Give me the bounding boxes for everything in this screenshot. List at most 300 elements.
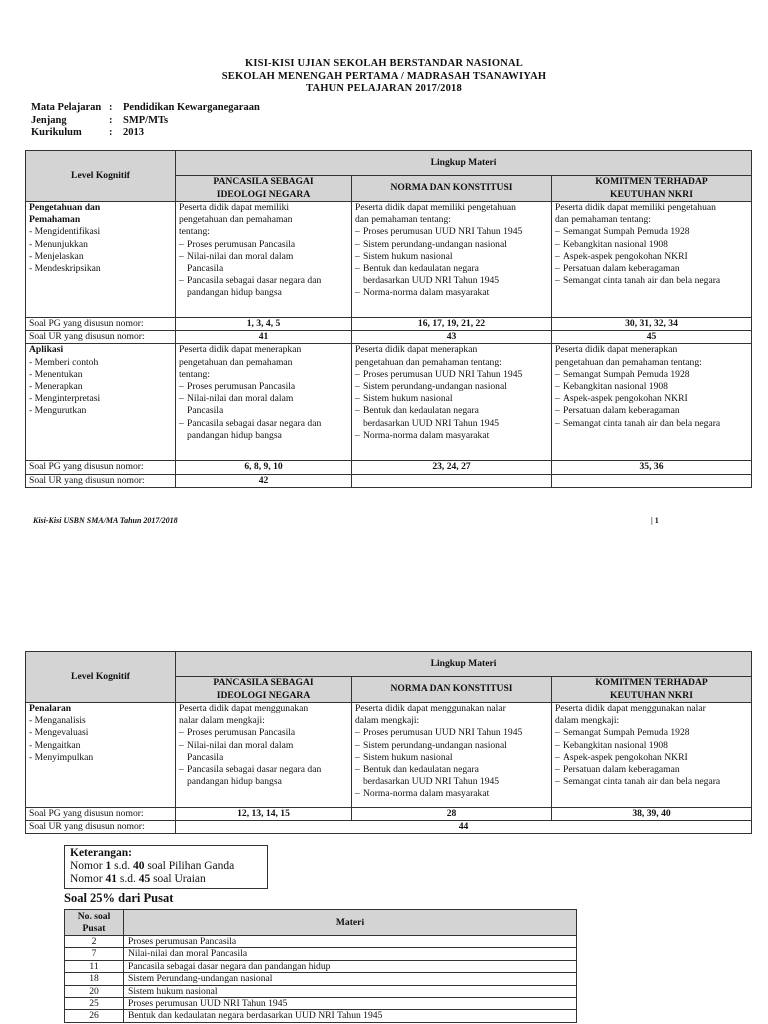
table-row [65, 1010, 577, 1022]
materi-intro: Peserta didik dapat menggunakan [179, 703, 309, 714]
level-title: Pengetahuan dan [29, 202, 101, 213]
materi-bullet-item [355, 405, 548, 429]
materi-line: Persatuan dalam keberagaman [563, 405, 680, 417]
materi-line: Nilai-nilai dan moral dalam [187, 250, 294, 262]
soal-materi: Sistem Perundang-undangan nasional [124, 973, 577, 985]
header-text: KEUTUHAN NKRI [610, 689, 693, 701]
materi-bullet-item [355, 239, 548, 251]
soal-no: 26 [65, 1010, 124, 1022]
ket-text: soal Uraian [150, 873, 206, 885]
soal-ur-number: 42 [176, 474, 352, 487]
header-col-norma: NORMA DAN KONSTITUSI [352, 677, 552, 703]
soal-no: 11 [65, 960, 124, 972]
kisi-table-page-1 [25, 150, 752, 488]
meta-sep: : [109, 102, 113, 113]
materi-bullet-text [363, 727, 522, 739]
materi-line: Proses perumusan UUD NRI Tahun 1945 [363, 368, 523, 380]
materi-bullet-text [187, 381, 295, 393]
header-text: KOMITMEN TERHADAP [595, 677, 708, 689]
materi-bullet-item [179, 381, 348, 393]
materi-cell-norma [352, 202, 552, 318]
footer-page-number: | 1 [651, 516, 659, 525]
materi-line: Semangat Sumpah Pemuda 1928 [563, 226, 690, 238]
materi-bullet-text [187, 418, 321, 442]
bullet-dash: – [355, 263, 360, 275]
materi-line: Bentuk dan kedaulatan negara [363, 263, 479, 275]
soal-pg-number: 12, 13, 14, 15 [176, 808, 352, 821]
level-title: Penalaran [29, 703, 72, 714]
materi-bullet-item [355, 788, 548, 800]
soal-materi: Sistem hukum nasional [124, 985, 577, 997]
materi-bullet-text [363, 393, 453, 405]
header-col-komitmen [552, 176, 752, 202]
materi-bullet-text [563, 764, 680, 776]
materi-line: Norma-norma dalam masyarakat [363, 429, 490, 441]
materi-intro: pengetahuan dan pemahaman tentang: [555, 356, 702, 368]
soal-pusat-table [64, 909, 577, 1023]
meta-row-kurikulum [31, 127, 260, 140]
header-lingkup-materi: Lingkup Materi [176, 151, 752, 176]
materi-intro: Peserta didik dapat menerapkan [355, 344, 478, 356]
materi-bullet-item [555, 752, 748, 764]
level-item: - Menjelaskan [29, 250, 84, 262]
level-item: - Menginterpretasi [29, 393, 101, 405]
header-text: KOMITMEN TERHADAP [595, 176, 708, 188]
ket-number: 1 [105, 860, 112, 872]
table-row [65, 985, 577, 997]
header-text: Pusat [82, 922, 106, 934]
materi-intro: dan pemahaman tentang: [555, 214, 651, 226]
bullet-dash: – [555, 381, 560, 393]
soal-pusat-title: Soal 25% dari Pusat [64, 891, 174, 905]
header-text: No. soal [77, 911, 111, 923]
materi-line: Pancasila [187, 751, 224, 763]
bullet-dash: – [555, 727, 560, 739]
level-title: Aplikasi [29, 344, 64, 356]
soal-ur-label: Soal UR yang disusun nomor: [26, 821, 176, 834]
bullet-dash: – [355, 238, 360, 250]
materi-intro: Peserta didik dapat menerapkan [179, 344, 302, 356]
materi-line: Sistem perundang-undangan nasional [363, 238, 507, 250]
level-item: - Mengaitkan [29, 739, 81, 751]
soal-materi: Proses perumusan Pancasila [124, 936, 577, 948]
bullet-dash: – [179, 381, 184, 393]
materi-line: Kebangkitan nasional 1908 [563, 739, 668, 751]
materi-bullet-text [363, 405, 499, 429]
materi-bullet-text [363, 430, 489, 442]
materi-cell-komitmen [552, 344, 752, 461]
materi-intro: pengetahuan dan pemahaman [179, 214, 293, 226]
table-row [65, 973, 577, 985]
bullet-dash: – [355, 764, 360, 776]
materi-bullet-text [363, 764, 499, 788]
materi-line: Proses perumusan UUD NRI Tahun 1945 [363, 226, 523, 238]
soal-pg-number: 16, 17, 19, 21, 22 [352, 318, 552, 331]
soal-ur-label: Soal UR yang disusun nomor: [26, 474, 176, 487]
level-cell-penalaran [26, 703, 176, 808]
materi-bullet-text [363, 381, 507, 393]
ket-number: 40 [132, 860, 145, 872]
bullet-dash: – [179, 417, 184, 429]
soal-pg-number: 38, 39, 40 [552, 808, 752, 821]
header-line-2: SEKOLAH MENENGAH PERTAMA / MADRASAH TSANAWIYAH [221, 70, 547, 82]
materi-bullet-text [363, 263, 499, 287]
soal-ur-number [352, 474, 552, 487]
level-cell-pengetahuan [26, 202, 176, 318]
materi-bullet-item [355, 226, 548, 238]
materi-line: Pancasila [187, 405, 224, 417]
bullet-dash: – [355, 751, 360, 763]
materi-line: Kebangkitan nasional 1908 [563, 238, 668, 250]
materi-bullet-item [179, 740, 348, 764]
materi-line: Sistem hukum nasional [363, 393, 453, 405]
header-col-norma: NORMA DAN KONSTITUSI [352, 176, 552, 202]
bullet-dash: – [355, 393, 360, 405]
meta-key: Kurikulum [31, 127, 82, 138]
bullet-dash: – [355, 405, 360, 417]
level-item: - Mendeskripsikan [29, 263, 101, 275]
materi-bullet-text [563, 239, 668, 251]
materi-bullet-item [555, 405, 748, 417]
soal-ur-number: 41 [176, 331, 352, 344]
keterangan-line-pg [70, 860, 262, 873]
bullet-dash: – [355, 381, 360, 393]
soal-materi: Nilai-nilai dan moral Pancasila [124, 948, 577, 960]
materi-bullet-item [355, 251, 548, 263]
soal-no: 25 [65, 998, 124, 1010]
bullet-dash: – [355, 287, 360, 299]
meta-key: Jenjang [31, 114, 67, 126]
bullet-dash: – [179, 739, 184, 751]
bullet-dash: – [179, 393, 184, 405]
materi-bullet-text [363, 251, 453, 263]
materi-bullet-item [355, 369, 548, 381]
materi-bullet-item [555, 239, 748, 251]
materi-line: Nilai-nilai dan moral dalam [187, 393, 294, 405]
keterangan-title: Keterangan: [70, 847, 132, 859]
bullet-dash: – [355, 739, 360, 751]
soal-materi: Pancasila sebagai dasar negara dan pandangan hidup [124, 960, 577, 972]
soal-ur-label: Soal UR yang disusun nomor: [26, 331, 176, 344]
materi-line: berdasarkan UUD NRI Tahun 1945 [363, 776, 500, 788]
materi-bullet-text [187, 239, 295, 251]
materi-bullet-text [563, 263, 680, 275]
materi-bullet-item [179, 239, 348, 251]
bullet-dash: – [555, 405, 560, 417]
soal-pg-label: Soal PG yang disusun nomor: [26, 318, 176, 331]
materi-bullet-text [363, 287, 489, 299]
soal-materi: Proses perumusan UUD NRI Tahun 1945 [124, 998, 577, 1010]
materi-bullet-item [555, 263, 748, 275]
materi-line: Aspek-aspek pengokohan NKRI [563, 393, 688, 405]
ket-text: Nomor [70, 860, 106, 872]
bullet-dash: – [555, 739, 560, 751]
bullet-dash: – [355, 368, 360, 380]
materi-intro: Peserta didik dapat menggunakan nalar [555, 703, 706, 714]
level-item: - Menerapkan [29, 381, 83, 393]
materi-cell-pancasila [176, 202, 352, 318]
materi-bullet-item [179, 275, 348, 299]
materi-bullet-item [355, 381, 548, 393]
materi-bullet-item [179, 393, 348, 417]
materi-bullet-text [187, 727, 295, 739]
bullet-dash: – [555, 275, 560, 287]
soal-ur-number: 44 [176, 821, 752, 834]
bullet-dash: – [555, 238, 560, 250]
bullet-dash: – [179, 727, 184, 739]
header-level-kognitif: Level Kognitif [26, 652, 176, 703]
level-item: - Menunjukkan [29, 238, 88, 250]
materi-line: Proses perumusan Pancasila [187, 238, 296, 250]
meta-sep: : [109, 114, 113, 126]
keterangan-box [64, 845, 268, 889]
materi-bullet-item [355, 764, 548, 788]
level-item: - Mengevaluasi [29, 727, 89, 739]
materi-bullet-text [563, 369, 690, 381]
materi-line: Sistem perundang-undangan nasional [363, 739, 507, 751]
soal-pg-number: 23, 24, 27 [352, 461, 552, 474]
materi-bullet-item [555, 251, 748, 263]
materi-bullet-text [563, 405, 680, 417]
materi-cell-komitmen [552, 202, 752, 318]
meta-row-jenjang [31, 115, 260, 128]
bullet-dash: – [355, 429, 360, 441]
materi-line: Semangat Sumpah Pemuda 1928 [563, 368, 690, 380]
materi-bullet-text [563, 752, 688, 764]
materi-bullet-item [355, 263, 548, 287]
materi-line: berdasarkan UUD NRI Tahun 1945 [363, 417, 500, 429]
materi-intro: pengetahuan dan pemahaman [179, 356, 293, 368]
page-footer [33, 516, 733, 525]
materi-line: berdasarkan UUD NRI Tahun 1945 [363, 275, 500, 287]
bullet-dash: – [555, 751, 560, 763]
materi-line: Proses perumusan Pancasila [187, 381, 296, 393]
bullet-dash: – [555, 393, 560, 405]
header-col-komitmen [552, 677, 752, 703]
materi-bullet-item [555, 776, 748, 788]
soal-no: 18 [65, 973, 124, 985]
materi-bullet-text [363, 788, 489, 800]
soal-ur-number [552, 474, 752, 487]
materi-intro: dalam mengkaji: [355, 715, 420, 727]
materi-bullet-text [187, 764, 321, 788]
materi-line: pandangan hidup bangsa [187, 287, 282, 299]
materi-line: pandangan hidup bangsa [187, 776, 282, 788]
materi-line: Pancasila [187, 263, 224, 275]
materi-line: Pancasila sebagai dasar negara dan [187, 764, 322, 776]
materi-bullet-item [355, 430, 548, 442]
materi-cell-pancasila [176, 703, 352, 808]
materi-intro: Peserta didik dapat memiliki pengetahuan [555, 202, 716, 213]
table-row [65, 998, 577, 1010]
materi-bullet-item [555, 740, 748, 752]
bullet-dash: – [555, 226, 560, 238]
materi-line: Persatuan dalam keberagaman [563, 764, 680, 776]
materi-cell-pancasila [176, 344, 352, 461]
bullet-dash: – [179, 250, 184, 262]
materi-line: Persatuan dalam keberagaman [563, 263, 680, 275]
level-item: - Menyimpulkan [29, 751, 94, 763]
materi-bullet-item [555, 369, 748, 381]
materi-bullet-item [555, 381, 748, 393]
soal-pg-number: 1, 3, 4, 5 [176, 318, 352, 331]
document-meta [31, 102, 260, 140]
materi-line: Pancasila sebagai dasar negara dan [187, 417, 322, 429]
keterangan-line-ur [70, 873, 262, 886]
materi-cell-norma [352, 344, 552, 461]
bullet-dash: – [555, 776, 560, 788]
bullet-dash: – [179, 275, 184, 287]
ket-text: s.d. [116, 873, 139, 885]
materi-line: Semangat cinta tanah air dan bela negara [563, 776, 721, 788]
materi-line: Bentuk dan kedaulatan negara [363, 405, 479, 417]
soal-pg-number: 6, 8, 9, 10 [176, 461, 352, 474]
soal-pg-label: Soal PG yang disusun nomor: [26, 461, 176, 474]
materi-bullet-text [563, 275, 720, 287]
materi-line: Sistem hukum nasional [363, 250, 453, 262]
level-title: Pemahaman [29, 214, 81, 226]
materi-intro: tentang: [179, 368, 210, 380]
table-row [65, 960, 577, 972]
header-col-pancasila [176, 677, 352, 703]
soal-no: 7 [65, 948, 124, 960]
materi-bullet-item [179, 418, 348, 442]
materi-line: Aspek-aspek pengokohan NKRI [563, 250, 688, 262]
materi-line: Proses perumusan Pancasila [187, 727, 296, 739]
kisi-table-page-2 [25, 651, 752, 834]
table-row [65, 936, 577, 948]
materi-bullet-text [563, 381, 668, 393]
materi-bullet-text [363, 226, 522, 238]
materi-bullet-text [187, 740, 293, 764]
meta-value: Pendidikan Kewarganegaraan [123, 102, 260, 113]
header-text: PANCASILA SEBAGAI [213, 677, 314, 689]
soal-pg-number: 35, 36 [552, 461, 752, 474]
materi-bullet-text [563, 740, 668, 752]
header-text: IDEOLOGI NEGARA [216, 689, 311, 701]
materi-cell-norma [352, 703, 552, 808]
materi-bullet-item [555, 275, 748, 287]
soal-ur-number: 43 [352, 331, 552, 344]
bullet-dash: – [179, 238, 184, 250]
meta-row-mapel [31, 102, 260, 115]
materi-bullet-item [355, 393, 548, 405]
materi-bullet-text [563, 418, 720, 430]
materi-bullet-item [555, 226, 748, 238]
materi-bullet-text [563, 226, 690, 238]
materi-line: Pancasila sebagai dasar negara dan [187, 275, 322, 287]
materi-bullet-item [555, 393, 748, 405]
soal-pg-number: 28 [352, 808, 552, 821]
level-item: - Memberi contoh [29, 356, 99, 368]
materi-bullet-text [363, 369, 522, 381]
level-item: - Menganalisis [29, 715, 86, 727]
materi-line: Norma-norma dalam masyarakat [363, 788, 490, 800]
materi-intro: dan pemahaman tentang: [355, 214, 451, 226]
materi-line: Bentuk dan kedaulatan negara [363, 764, 479, 776]
document-header [0, 58, 768, 96]
soal-materi: Bentuk dan kedaulatan negara berdasarkan UUD NRI Tahun 1945 [124, 1010, 577, 1022]
materi-bullet-item [355, 740, 548, 752]
materi-bullet-item [555, 418, 748, 430]
materi-line: pandangan hidup bangsa [187, 429, 282, 441]
bullet-dash: – [355, 727, 360, 739]
header-text: IDEOLOGI NEGARA [216, 188, 311, 200]
soal-pg-label: Soal PG yang disusun nomor: [26, 808, 176, 821]
bullet-dash: – [555, 263, 560, 275]
level-item: - Mengurutkan [29, 405, 87, 417]
header-col-pancasila [176, 176, 352, 202]
header-text: KEUTUHAN NKRI [610, 188, 693, 200]
materi-line: Nilai-nilai dan moral dalam [187, 739, 294, 751]
materi-intro: nalar dalam mengkaji: [179, 715, 265, 727]
soal-ur-number: 45 [552, 331, 752, 344]
materi-bullet-text [363, 740, 507, 752]
materi-bullet-text [563, 727, 690, 739]
materi-line: Semangat cinta tanah air dan bela negara [563, 417, 721, 429]
soal-pg-number: 30, 31, 32, 34 [552, 318, 752, 331]
materi-bullet-item [179, 251, 348, 275]
ket-text: s.d. [111, 860, 133, 872]
materi-line: Norma-norma dalam masyarakat [363, 287, 490, 299]
soal-no: 2 [65, 936, 124, 948]
materi-bullet-text [563, 393, 688, 405]
level-item: - Mengidentifikasi [29, 226, 101, 238]
materi-bullet-text [187, 251, 293, 275]
ket-text: soal Pilihan Ganda [144, 860, 235, 872]
materi-bullet-item [355, 287, 548, 299]
materi-line: Aspek-aspek pengokohan NKRI [563, 751, 688, 763]
materi-line: Semangat cinta tanah air dan bela negara [563, 275, 721, 287]
materi-intro: dalam mengkaji: [555, 715, 620, 727]
meta-value: SMP/MTs [123, 114, 169, 126]
materi-bullet-item [179, 727, 348, 739]
ket-number: 45 [138, 873, 151, 885]
bullet-dash: – [355, 788, 360, 800]
bullet-dash: – [555, 764, 560, 776]
soal-pusat-rows [65, 936, 577, 1023]
materi-bullet-text [563, 776, 720, 788]
meta-sep: : [109, 127, 113, 138]
footer-title: Kisi-Kisi USBN SMA/MA Tahun 2017/2018 [33, 516, 178, 525]
meta-value: 2013 [123, 127, 144, 138]
materi-line: Semangat Sumpah Pemuda 1928 [563, 727, 690, 739]
materi-line: Proses perumusan UUD NRI Tahun 1945 [363, 727, 523, 739]
materi-line: Sistem perundang-undangan nasional [363, 381, 507, 393]
ket-text: Nomor [70, 873, 106, 885]
materi-bullet-item [355, 752, 548, 764]
materi-line: Sistem hukum nasional [363, 751, 453, 763]
materi-intro: Peserta didik dapat menerapkan [555, 344, 678, 356]
materi-bullet-item [555, 727, 748, 739]
materi-bullet-item [555, 764, 748, 776]
materi-line: Kebangkitan nasional 1908 [563, 381, 668, 393]
materi-bullet-text [363, 239, 507, 251]
header-level-kognitif: Level Kognitif [26, 151, 176, 202]
materi-intro: pengetahuan dan pemahaman tentang: [355, 356, 502, 368]
materi-bullet-text [363, 752, 453, 764]
header-line-3: TAHUN PELAJARAN 2017/2018 [306, 83, 462, 94]
soal-no: 20 [65, 985, 124, 997]
header-text: PANCASILA SEBAGAI [213, 176, 314, 188]
bullet-dash: – [555, 368, 560, 380]
ket-number: 41 [105, 873, 117, 885]
bullet-dash: – [555, 417, 560, 429]
materi-intro: tentang: [179, 226, 210, 238]
materi-intro: Peserta didik dapat memiliki [179, 202, 290, 213]
bullet-dash: – [179, 764, 184, 776]
materi-bullet-text [563, 251, 688, 263]
